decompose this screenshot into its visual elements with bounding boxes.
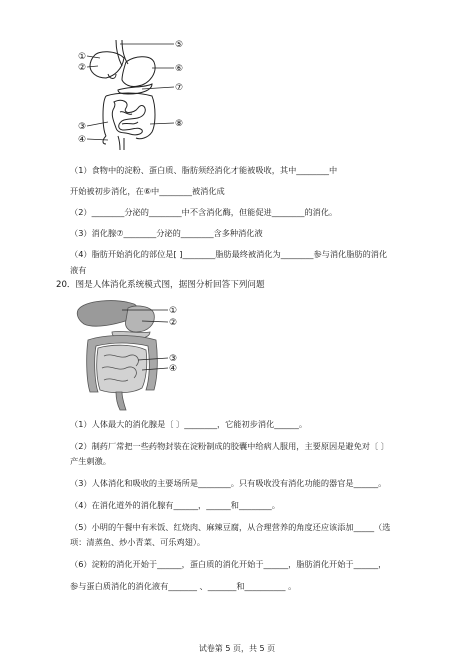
q19-line-4: （3）消化腺⑦________分泌的________含多种消化液	[70, 228, 263, 238]
fig1-label-1: ①	[78, 52, 87, 62]
q20-line-1: （1）人体最大的消化腺是〔 〕________，它能初步消化______。	[70, 419, 308, 429]
fig1-label-7: ⑦	[175, 83, 184, 93]
q19-questions	[70, 164, 425, 277]
fig1-label-5: ⑤	[175, 40, 184, 50]
digestive-system-figure-2	[72, 294, 182, 412]
q19-line-5: （4）脂肪开始消化的部位是[ ]________脂肪最终被消化为________参与消化脂肪的消化	[70, 249, 388, 259]
q20-line-8: （6）淀粉的消化开始于______，蛋白质的消化开始于______，脂肪消化开始于______，	[70, 559, 387, 569]
fig2-label-1: ①	[169, 306, 178, 316]
q20-questions	[70, 418, 425, 593]
q20-line-3: 产生刺激。	[70, 456, 111, 466]
q20-line-4: （3）人体消化和吸收的主要场所是________。只有吸收没有消化功能的器官是______。	[70, 478, 387, 488]
q19-line-3: （2）________分泌的________中不含消化酶，但能促进________的消化。	[70, 207, 338, 217]
q20-line-9: 参与蛋白质消化的消化液有_______ 、_______和__________ 。	[70, 581, 297, 591]
q20-line-7: 项：清蒸鱼、炒小青菜、可乐鸡翅）。	[70, 537, 206, 547]
digestive-system-figure-1	[78, 36, 190, 154]
q19-line-1: （1）食物中的淀粉、蛋白质、脂肪须经消化才能被吸收，其中________中	[70, 165, 338, 175]
fig1-label-4: ④	[78, 135, 87, 145]
fig1-label-2: ②	[78, 63, 87, 73]
fig2-label-3: ③	[169, 354, 178, 364]
q19-line-2: 开始被初步消化，在⑥中________被消化成	[70, 186, 225, 196]
fig2-label-4: ④	[169, 364, 178, 374]
fig1-label-6: ⑥	[175, 64, 184, 74]
q20-line-2: （2）制药厂常把一些药物封装在淀粉制成的胶囊中给病人服用，主要原因是避免对〔 〕	[70, 441, 389, 451]
q20-title: 20．图是人体消化系统模式图，据图分析回答下列问题	[56, 280, 265, 290]
fig2-label-2: ②	[169, 318, 178, 328]
page-footer: 试卷第 5 页，共 5 页	[198, 644, 276, 653]
fig1-label-3: ③	[78, 122, 87, 132]
q20-line-5: （4）在消化道外的消化腺有______，______和________。	[70, 500, 280, 510]
q19-line-6: 液有	[70, 265, 87, 275]
fig1-label-8: ⑧	[175, 119, 184, 129]
q20-line-6: （5）小明的午餐中有米饭、红烧肉、麻辣豆腐，从合理营养的角度还应该添加_____（选	[70, 522, 391, 532]
